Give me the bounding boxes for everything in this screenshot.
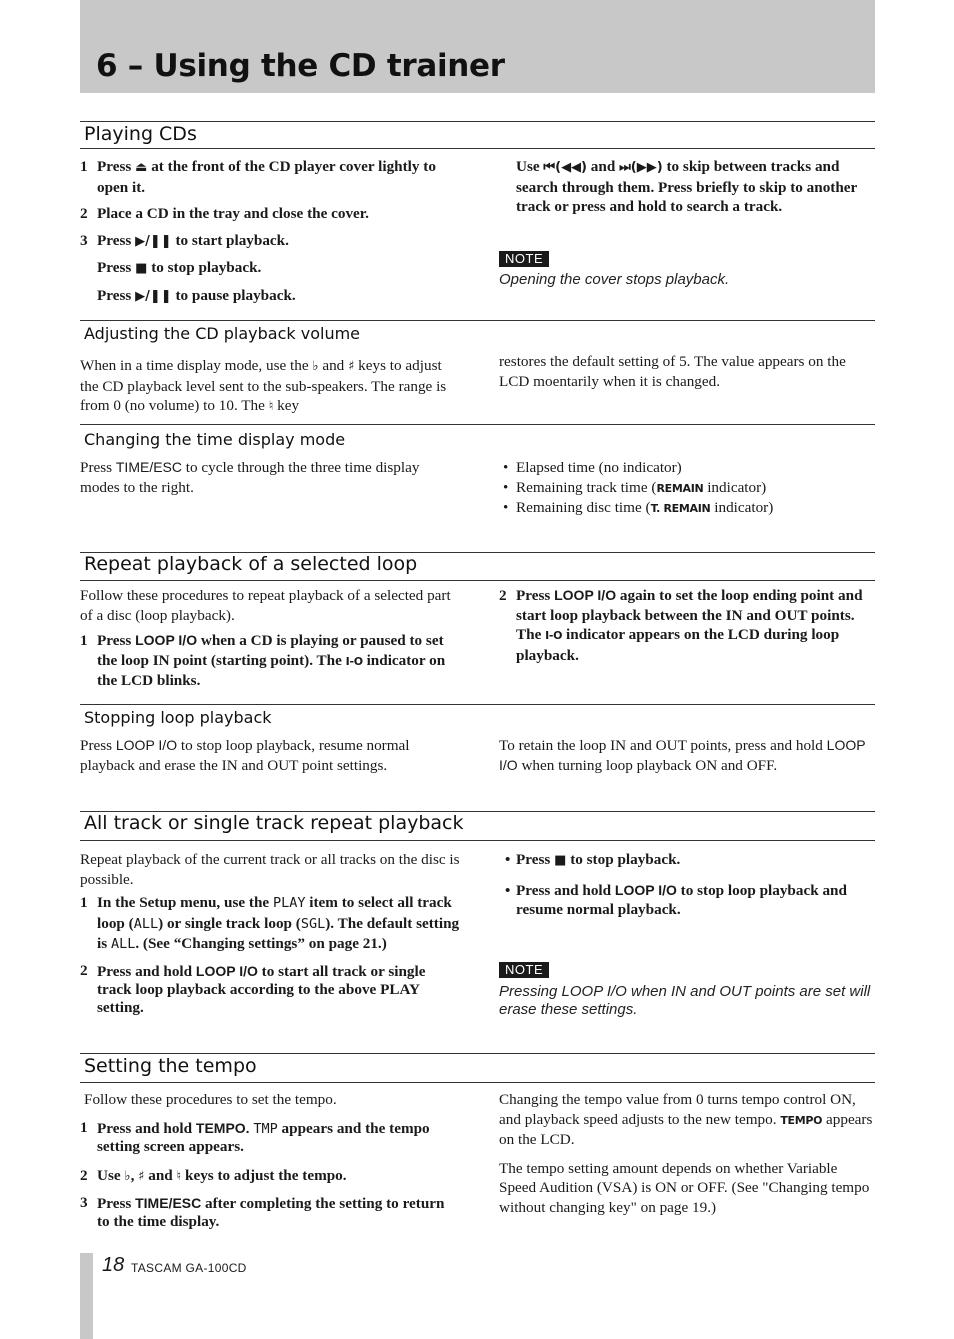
divider: [80, 580, 875, 581]
lcd-indicator: TEMPO: [780, 1113, 823, 1127]
step-1: 1 Press ⏏ at the front of the CD player cover lightly to open it.: [80, 158, 436, 196]
time-mode-left-text: Press TIME/ESC to cycle through the three time display modes to the right.: [80, 459, 420, 496]
play-pause-icon: ▶/❚❚: [135, 288, 172, 304]
divider: [80, 148, 875, 149]
step-1: 1 Press LOOP I/O when a CD is playing or paused to set the loop IN point (starting point). The I-O indicator on the LCD blinks.: [80, 632, 446, 689]
playing-cds-right-column: [499, 157, 875, 217]
natural-icon: ♮: [268, 399, 274, 414]
step-2: 2 Press and hold LOOP I/O to start all track or single track loop playback according to the above PLAY setting.: [80, 961, 426, 1016]
natural-icon: ♮: [176, 1168, 182, 1184]
sharp-icon: ♯: [138, 1168, 145, 1184]
flat-icon: ♭: [312, 359, 319, 374]
playing-cds-left-column: [80, 157, 460, 306]
footer-brand: TASCAM GA-100CD: [131, 1261, 247, 1275]
note-label: NOTE: [499, 251, 549, 267]
tempo-key: TEMPO.: [195, 1119, 250, 1136]
all-track-right-column: [499, 850, 875, 920]
flat-icon: ♭: [124, 1168, 131, 1184]
note-text: Opening the cover stops playback.: [499, 271, 730, 288]
loop-io-key: LOOP I/O: [135, 632, 198, 648]
pause-instruction: Press ▶/❚❚ to pause playback.: [97, 286, 296, 304]
skip-instruction: Use ⏮(◀◀) and ⏭(▶▶) to skip between tracks and search through them. Press briefly to skip to another track or press and hold to search a track.: [516, 158, 858, 215]
divider: [80, 121, 875, 122]
all-track-left-column: [80, 850, 460, 1017]
bullet-hold: • Press and hold LOOP I/O to stop loop playback and resume normal playback.: [505, 881, 847, 918]
divider: [80, 1053, 875, 1054]
step-1: 1 In the Setup menu, use the PLAY item to select all track loop (ALL) or single track loop (SGL). The default setting is ALL. (See “Changing settings” on page 21.): [80, 894, 460, 952]
divider: [80, 840, 875, 841]
divider: [80, 320, 875, 321]
time-esc-key: TIME/ESC: [115, 459, 182, 475]
step-2: 2 Press LOOP I/O again to set the loop ending point and start loop playback between the IN and OUT points. The I-O indicator appears on the LCD during loop playback.: [499, 587, 863, 664]
section-heading-all-track: All track or single track repeat playback: [84, 812, 464, 834]
lcd-indicator: I-O: [545, 629, 563, 642]
loop-io-key: LOOP I/O: [614, 881, 677, 898]
page-number: 18: [102, 1254, 125, 1276]
intro-text: Follow these procedures to repeat playback of a selected part of a disc (loop playback).: [80, 587, 451, 624]
stop-icon: ■: [554, 853, 567, 868]
sharp-icon: ♯: [348, 359, 355, 374]
stop-loop-right-text: To retain the loop IN and OUT points, press and hold LOOP I/O when turning loop playback ON and OFF.: [499, 737, 866, 774]
chapter-title: 6 – Using the CD trainer: [96, 48, 505, 84]
time-mode-list: [499, 458, 875, 519]
list-item: • Elapsed time (no indicator): [503, 459, 682, 476]
bullet-stop: • Press ■ to stop playback.: [505, 851, 681, 868]
stop-instruction: Press ■ to stop playback.: [97, 259, 262, 276]
divider: [80, 1082, 875, 1083]
skip-back-icon: ⏮(◀◀): [543, 160, 587, 175]
list-item: • Remaining track time (REMAIN indicator): [503, 478, 767, 496]
step-2: 2 Use ♭, ♯ and ♮ keys to adjust the tempo.: [80, 1166, 347, 1184]
step-2: 2 Place a CD in the tray and close the cover.: [80, 205, 369, 222]
loop-io-key: LOOP I/O: [499, 737, 866, 773]
eject-icon: ⏏: [135, 160, 148, 175]
intro-text: Repeat playback of the current track or all tracks on the disc is possible.: [80, 851, 460, 888]
stop-loop-left-text: Press LOOP I/O to stop loop playback, resume normal playback and erase the IN and OUT point settings.: [80, 737, 410, 774]
step-3: 3 Press TIME/ESC after completing the setting to return to the time display.: [80, 1194, 445, 1230]
lcd-indicator: REMAIN: [656, 481, 704, 495]
tempo-right-column: [499, 1090, 875, 1217]
step-3: 3 Press ▶/❚❚ to start playback.: [80, 231, 289, 249]
volume-left-text: When in a time display mode, use the ♭ and ♯ keys to adjust the CD playback level sent to the sub-speakers. The range is from 0 (no volume) to 10. The ♮ key: [80, 357, 447, 414]
section-heading-playing-cds: Playing CDs: [84, 123, 197, 145]
tempo-paragraph-1: Changing the tempo value from 0 turns tempo control ON, and playback speed adjusts to the new tempo. TEMPO appears on the LCD.: [499, 1091, 873, 1148]
tempo-paragraph-2: The tempo setting amount depends on whether Variable Speed Audition (VSA) is ON or OFF. (See "Changing tempo without changing key" on page 19.): [499, 1159, 870, 1216]
note-label: NOTE: [499, 962, 549, 978]
step-1: 1 Press and hold TEMPO. TMP appears and the tempo setting screen appears.: [80, 1118, 430, 1155]
loop-io-key: LOOP I/O: [195, 962, 258, 979]
footer-bar: [80, 1253, 93, 1339]
section-heading-tempo: Setting the tempo: [84, 1055, 257, 1077]
loop-io-key: LOOP I/O: [554, 587, 617, 603]
section-heading-repeat-loop: Repeat playback of a selected loop: [84, 553, 418, 575]
loop-io-key: LOOP I/O: [115, 737, 178, 753]
stop-icon: ■: [135, 261, 148, 276]
repeat-loop-left-column: [80, 586, 460, 691]
repeat-loop-right-column: [499, 586, 875, 665]
subheading-stop-loop: Stopping loop playback: [84, 708, 272, 727]
lcd-indicator: T. REMAIN: [650, 502, 711, 515]
tempo-left-column: [80, 1090, 460, 1231]
play-pause-icon: ▶/❚❚: [135, 233, 172, 249]
divider: [80, 704, 875, 705]
lcd-indicator: I-O: [345, 654, 363, 668]
note-text: Pressing LOOP I/O when IN and OUT points are set will erase these settings.: [499, 983, 871, 1018]
volume-right-text: restores the default setting of 5. The value appears on the LCD moentarily when it is changed.: [499, 353, 846, 390]
list-item: • Remaining disc time (T. REMAIN indicator): [503, 499, 774, 516]
subheading-time-mode: Changing the time display mode: [84, 430, 346, 449]
intro-text: Follow these procedures to set the tempo.: [84, 1091, 337, 1108]
divider: [80, 424, 875, 425]
time-esc-key: TIME/ESC: [135, 1195, 202, 1211]
chapter-header: [80, 0, 875, 93]
subheading-volume: Adjusting the CD playback volume: [84, 324, 361, 343]
skip-forward-icon: ⏭(▶▶): [619, 160, 663, 175]
